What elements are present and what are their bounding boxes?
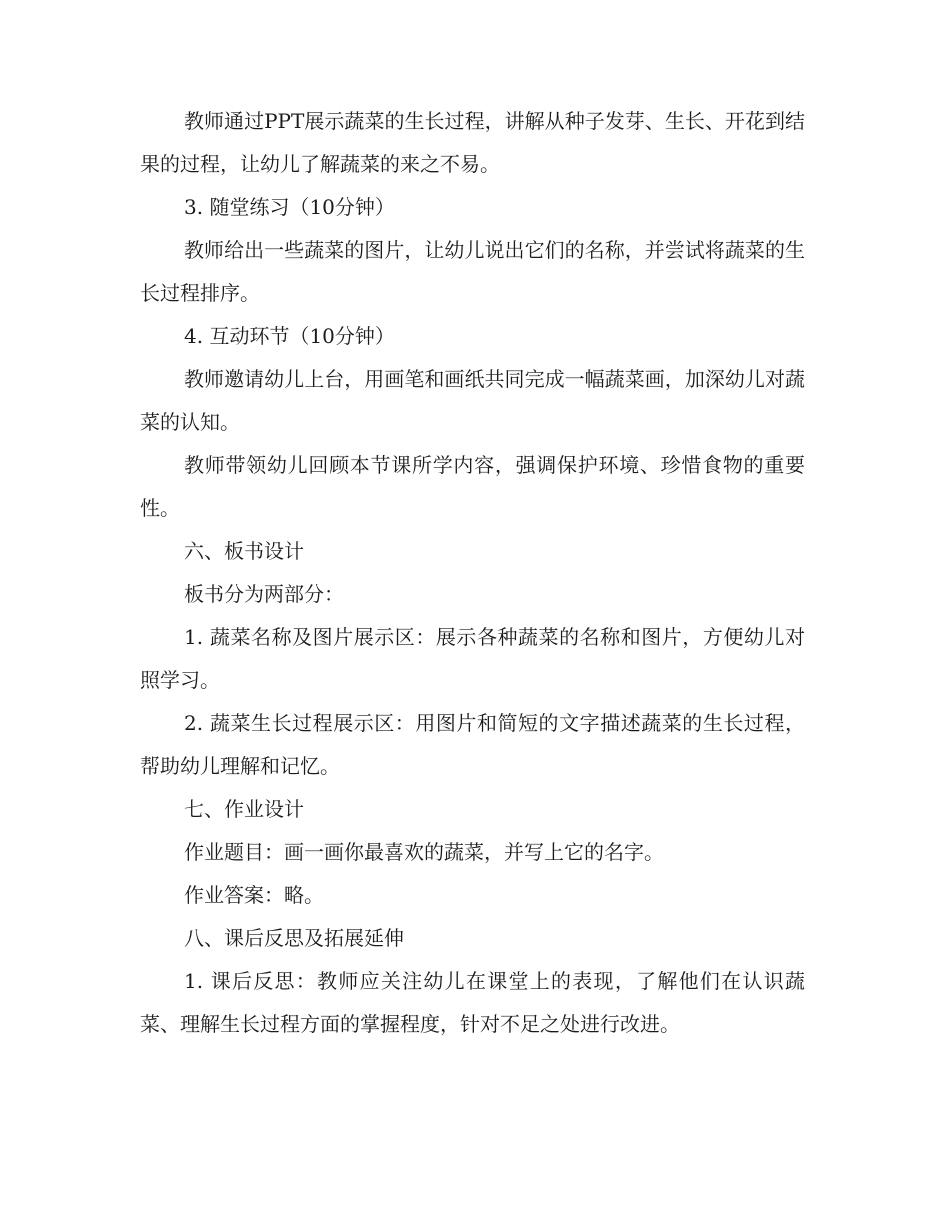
paragraph-reflection: 1. 课后反思：教师应关注幼儿在课堂上的表现，了解他们在认识蔬菜、理解生长过程方面的掌握程度，针对不足之处进行改进。 — [140, 969, 805, 1036]
heading-board-design: 六、板书设计 — [184, 539, 304, 563]
paragraph-board-part-1: 1. 蔬菜名称及图片展示区：展示各种蔬菜的名称和图片，方便幼儿对照学习。 — [140, 625, 805, 692]
paragraph-review: 教师带领幼儿回顾本节课所学内容，强调保护环境、珍惜食物的重要性。 — [140, 453, 805, 520]
paragraph-board-parts: 板书分为两部分： — [184, 582, 344, 606]
paragraph-homework-topic: 作业题目：画一画你最喜欢的蔬菜，并写上它的名字。 — [184, 840, 664, 864]
heading-interaction: 4. 互动环节（10分钟） — [184, 324, 395, 348]
heading-reflection: 八、课后反思及拓展延伸 — [184, 926, 404, 950]
paragraph-interaction: 教师邀请幼儿上台，用画笔和画纸共同完成一幅蔬菜画，加深幼儿对蔬菜的认知。 — [140, 367, 805, 434]
heading-practice: 3. 随堂练习（10分钟） — [184, 195, 395, 219]
heading-homework-design: 七、作业设计 — [184, 797, 304, 821]
paragraph-ppt-growth: 教师通过PPT展示蔬菜的生长过程，讲解从种子发芽、生长、开花到结果的过程，让幼儿了解蔬菜的来之不易。 — [140, 109, 805, 176]
paragraph-practice: 教师给出一些蔬菜的图片，让幼儿说出它们的名称，并尝试将蔬菜的生长过程排序。 — [140, 238, 805, 305]
document-body — [140, 100, 805, 1046]
paragraph-homework-answer: 作业答案：略。 — [184, 883, 324, 907]
paragraph-board-part-2: 2. 蔬菜生长过程展示区：用图片和简短的文字描述蔬菜的生长过程，帮助幼儿理解和记忆。 — [140, 711, 805, 778]
